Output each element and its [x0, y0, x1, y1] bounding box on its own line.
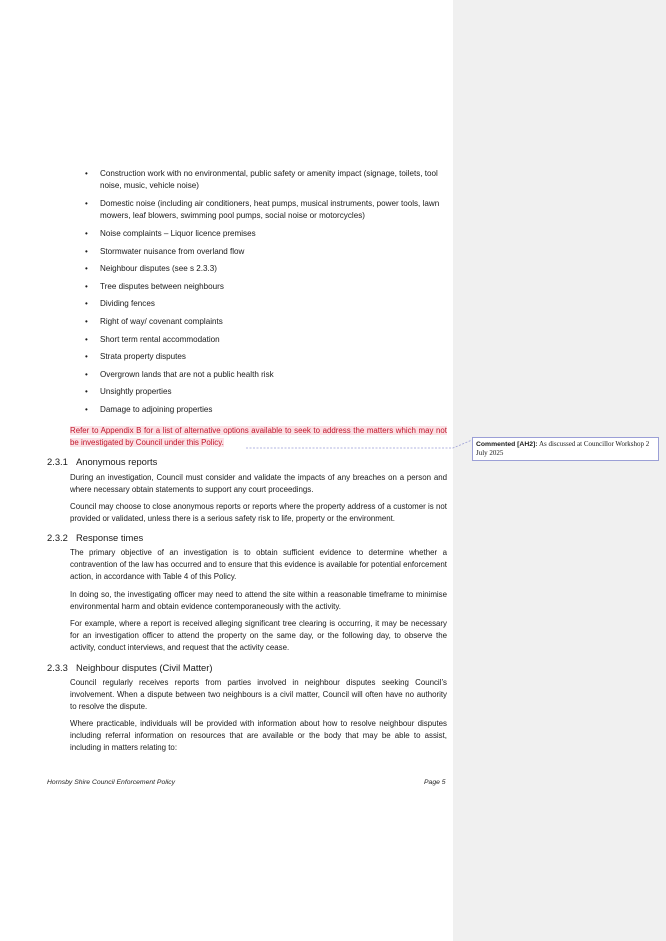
body-paragraph: Council may choose to close anonymous reports or reports where the property address of a customer is not provided or validated, unless there is a serious safety risk to life, property or the environment. — [70, 502, 447, 524]
list-item: • Stormwater nuisance from overland flow — [70, 246, 448, 258]
comment-text: As discussed at Councillor Workshop 2 July 2025 — [476, 440, 650, 458]
list-item: • Overgrown lands that are not a public health risk — [70, 369, 448, 381]
section-title: Neighbour disputes (Civil Matter) — [76, 662, 213, 673]
list-item: • Strata property disputes — [70, 351, 448, 363]
section-heading-response-times — [47, 532, 143, 544]
list-item: • Domestic noise (including air conditioners, heat pumps, musical instruments, power tools, lawn mowers, leaf blowers, swimming pool pumps, social noise or motorcycles) — [70, 198, 448, 223]
list-item: • Tree disputes between neighbours — [70, 281, 448, 293]
section-heading-anonymous-reports — [47, 456, 157, 468]
body-paragraph: Council regularly receives reports from parties involved in neighbour disputes seeking Council’s involvement. When a dispute between two neighbours is a civil matter, Council will often have no authority to resolve the dispute. — [70, 678, 447, 712]
body-paragraph: The primary objective of an investigation is to obtain sufficient evidence to determine whether a contravention of the law has occurred and to ensure that this evidence is available for potential enforcement action, in accordance with Table 4 of this Policy. — [70, 548, 447, 582]
list-item: • Construction work with no environmental, public safety or amenity impact (signage, toilets, tool noise, music, vehicle noise) — [70, 168, 448, 193]
exclusions-bullet-list — [70, 168, 448, 422]
section-title: Anonymous reports — [76, 456, 158, 467]
appendix-note-paragraph[interactable] — [70, 425, 447, 449]
comment-author: Commented [AH2]: — [476, 441, 538, 448]
body-paragraph: In doing so, the investigating officer may need to attend the site within a reasonable timeframe to minimise environmental harm and obtain evidence contemporaneously with the activity. — [70, 590, 447, 612]
list-item: • Unsightly properties — [70, 386, 448, 398]
footer-page-number: Page 5 — [424, 779, 446, 786]
list-item: • Dividing fences — [70, 298, 448, 310]
body-paragraph: For example, where a report is received alleging significant tree clearing is occurring, it may be necessary for an investigation officer to attend the property on the same day, or the following day, to observe the activity, conduct interviews, and request that the activity cease. — [70, 619, 447, 653]
comments-margin-pane — [453, 0, 666, 941]
list-item: • Noise complaints – Liquor licence premises — [70, 228, 448, 240]
section-number: 2.3.2 — [47, 532, 68, 543]
list-item: • Short term rental accommodation — [70, 334, 448, 346]
section-heading-neighbour-disputes — [47, 662, 213, 674]
body-paragraph: During an investigation, Council must consider and validate the impacts of any breaches on a person and where necessary obtain statements to support any court proceedings. — [70, 473, 447, 495]
body-paragraph: Where practicable, individuals will be provided with information about how to resolve neighbour disputes including referral information on resources that are available or the body that may be able to assist, including in matters relating to: — [70, 719, 447, 753]
section-title: Response times — [76, 532, 144, 543]
footer-document-title: Hornsby Shire Council Enforcement Policy — [47, 779, 176, 786]
section-number: 2.3.1 — [47, 456, 68, 467]
list-item: • Neighbour disputes (see s 2.3.3) — [70, 263, 448, 275]
comment-balloon[interactable] — [472, 437, 659, 461]
commented-highlight-text[interactable]: Refer to Appendix B for a list of alternative options available to seek to address the matters which may not be investigated by Council under this Policy. — [70, 426, 447, 448]
list-item: • Damage to adjoining properties — [70, 404, 448, 416]
section-number: 2.3.3 — [47, 662, 68, 673]
list-item: • Right of way/ covenant complaints — [70, 316, 448, 328]
